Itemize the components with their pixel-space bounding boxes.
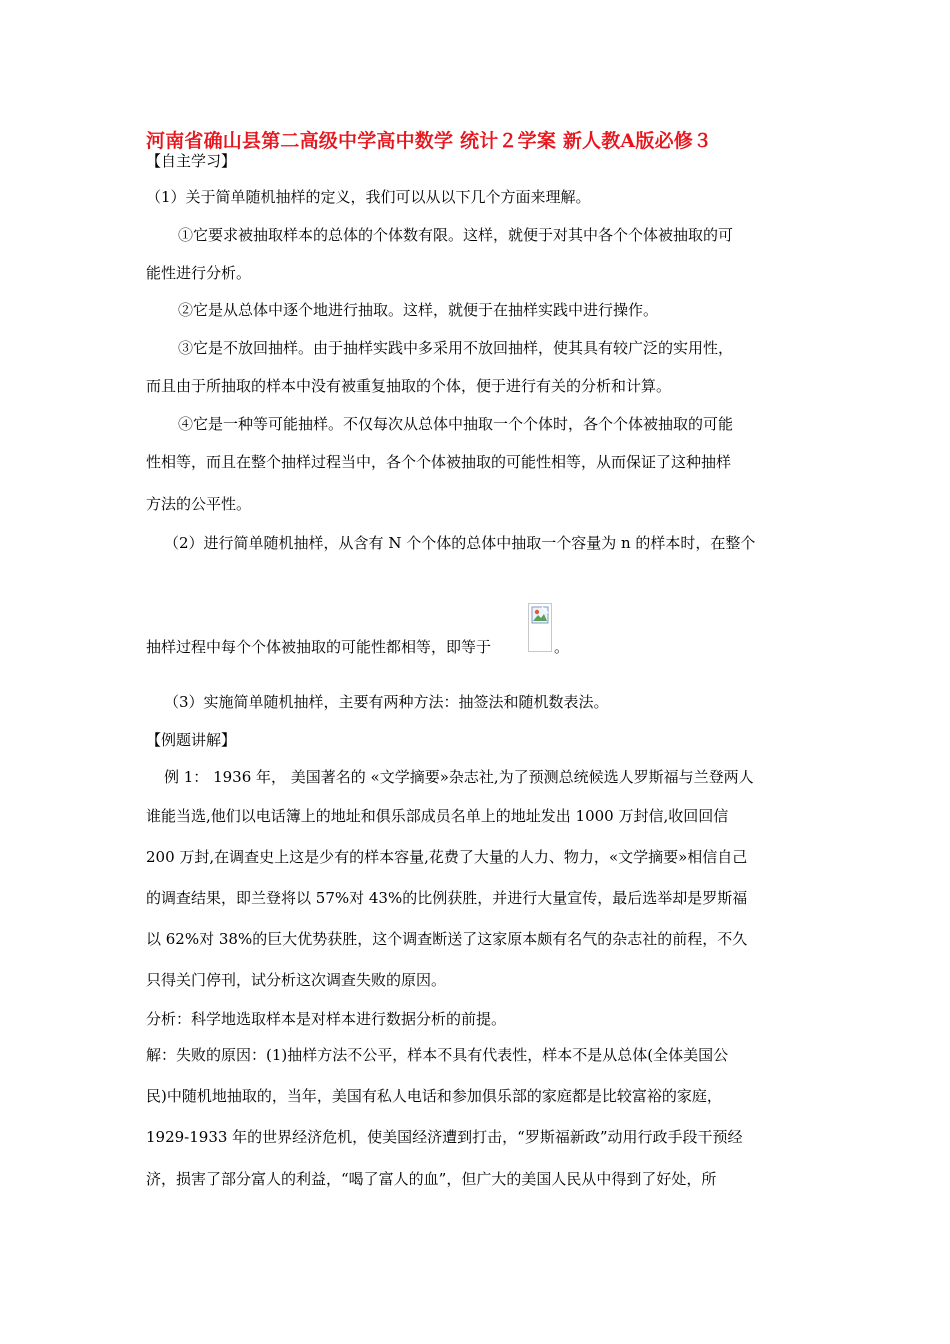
paragraph-line: ④它是一种等可能抽样。不仅每次从总体中抽取一个个体时，各个个体被抽取的可能 bbox=[178, 415, 734, 433]
paragraph-line: 而且由于所抽取的样本中没有被重复抽取的个体，便于进行有关的分析和计算。 bbox=[146, 377, 672, 395]
paragraph-line: 谁能当选,他们以电话簿上的地址和俱乐部成员名单上的地址发出 1000 万封信,收回回信 bbox=[146, 807, 729, 825]
paragraph-line: 200 万封,在调查史上这是少有的样本容量,花费了大量的人力、物力，«文学摘要»相信自己 bbox=[146, 848, 748, 866]
paragraph-line: 例 1： 1936 年， 美国著名的 «文学摘要»杂志社,为了预测总统候选人罗斯福与兰登两人 bbox=[164, 768, 754, 786]
paragraph-line: ②它是从总体中逐个地进行抽取。这样，就便于在抽样实践中进行操作。 bbox=[178, 301, 659, 319]
paragraph-line: （2）进行简单随机抽样，从含有 N 个个体的总体中抽取一个容量为 n 的样本时，在整个 bbox=[164, 534, 756, 552]
paragraph-line: 以 62%对 38%的巨大优势获胜，这个调查断送了这家原本颇有名气的杂志社的前程，不久 bbox=[146, 930, 748, 948]
section-heading-self-study: 【自主学习】 bbox=[146, 152, 237, 170]
broken-image-icon bbox=[531, 606, 549, 624]
paragraph-line: 能性进行分析。 bbox=[146, 264, 252, 282]
section-heading-examples: 【例题讲解】 bbox=[146, 731, 237, 749]
paragraph-line: 方法的公平性。 bbox=[146, 495, 252, 513]
paragraph-line: 解：失败的原因：(1)抽样方法不公平，样本不具有代表性，样本不是从总体(全体美国公 bbox=[146, 1046, 729, 1064]
paragraph-line: 。 bbox=[554, 638, 570, 656]
paragraph-line: 分析：科学地选取样本是对样本进行数据分析的前提。 bbox=[146, 1010, 507, 1028]
paragraph-line: 1929-1933 年的世界经济危机，使美国经济遭到打击，“罗斯福新政”动用行政手段干预经 bbox=[146, 1128, 743, 1146]
paragraph-line: 只得关门停刊，试分析这次调查失败的原因。 bbox=[146, 971, 447, 989]
document-title: 河南省确山县第二高级中学高中数学 统计２学案 新人教A版必修３ bbox=[146, 130, 713, 152]
paragraph-line: 的调查结果，即兰登将以 57%对 43%的比例获胜，并进行大量宣传，最后选举却是罗斯福 bbox=[146, 889, 748, 907]
paragraph-line: ①它要求被抽取样本的总体的个体数有限。这样，就便于对其中各个个体被抽取的可 bbox=[178, 226, 734, 244]
paragraph-line: （3）实施简单随机抽样，主要有两种方法：抽签法和随机数表法。 bbox=[164, 693, 609, 711]
paragraph-line: （1）关于简单随机抽样的定义，我们可以从以下几个方面来理解。 bbox=[146, 188, 591, 206]
paragraph-line: 抽样过程中每个个体被抽取的可能性都相等，即等于 bbox=[146, 638, 492, 656]
paragraph-line: ③它是不放回抽样。由于抽样实践中多采用不放回抽样，使其具有较广泛的实用性， bbox=[178, 339, 734, 357]
paragraph-line: 性相等，而且在整个抽样过程当中，各个个体被抽取的可能性相等，从而保证了这种抽样 bbox=[146, 453, 732, 471]
paragraph-line: 民)中随机地抽取的，当年，美国有私人电话和参加俱乐部的家庭都是比较富裕的家庭， bbox=[146, 1087, 722, 1105]
formula-image-placeholder bbox=[528, 603, 552, 652]
paragraph-line: 济，损害了部分富人的利益，“喝了富人的血”，但广大的美国人民从中得到了好处，所 bbox=[146, 1170, 717, 1188]
